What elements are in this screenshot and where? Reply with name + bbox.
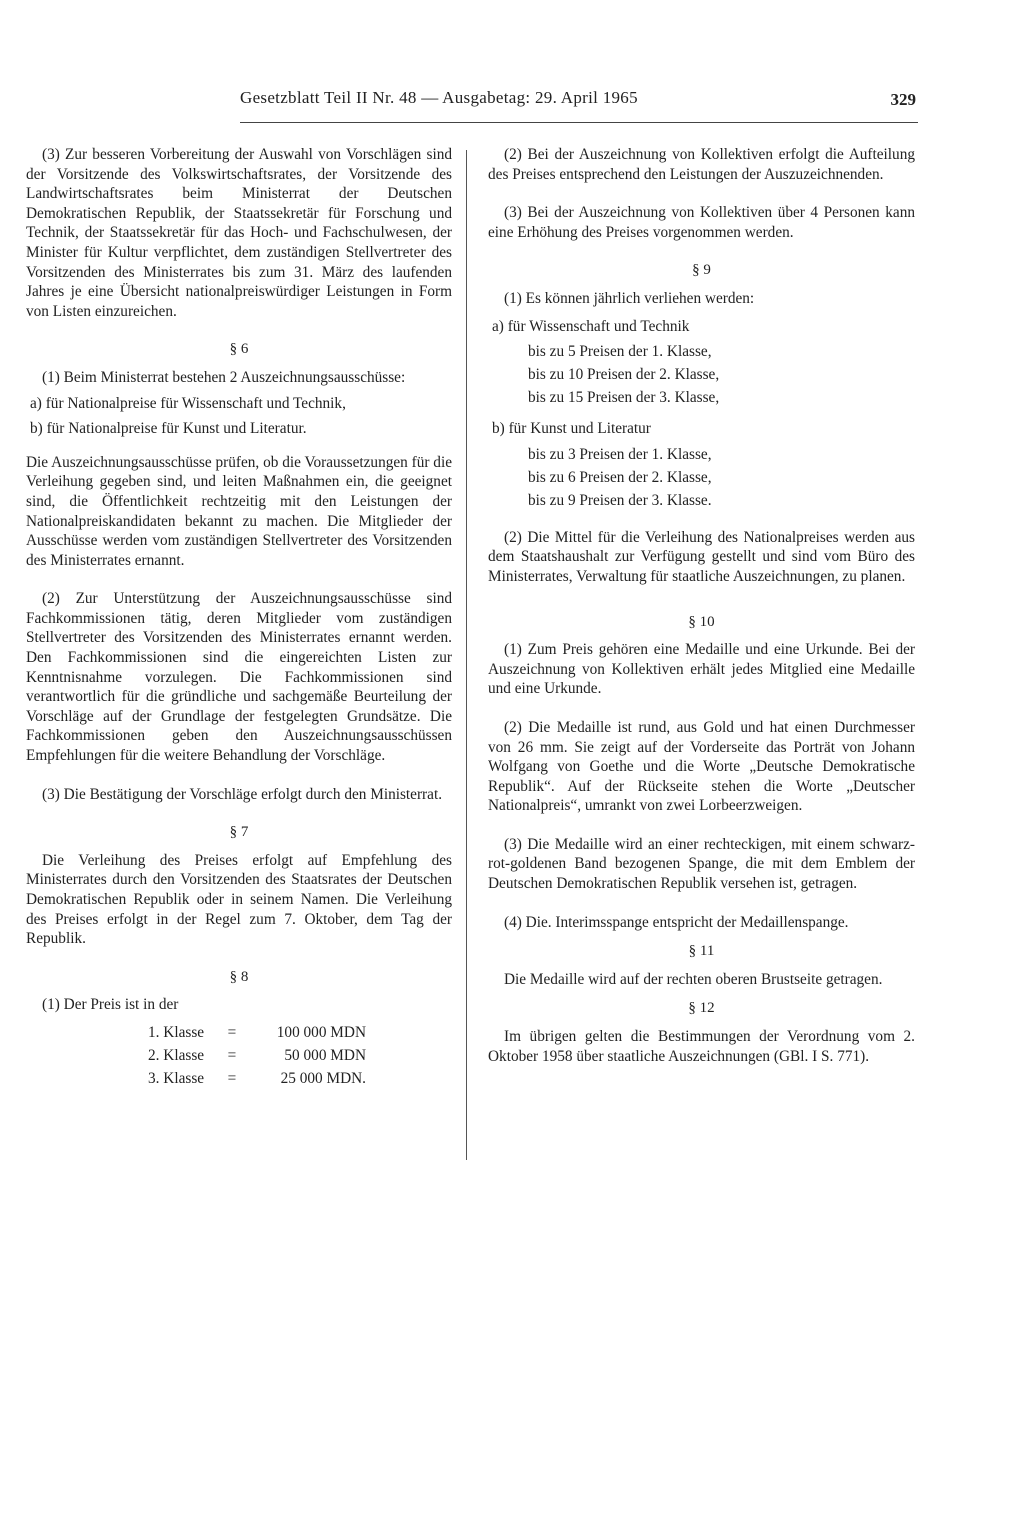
sub-list-item: bis zu 5 Preisen der 1. Klasse,: [528, 343, 712, 361]
paragraph-6-1: (1) Beim Ministerrat bestehen 2 Auszeichnungsausschüsse:: [42, 368, 406, 386]
paragraph-7: Die Verleihung des Preises erfolgt auf Empfehlung des Ministerrates durch den Vorsitzenden des Staatsrates der Deutschen Demokratischen Republik oder in seinem Namen. Die Verleihung des Preises erfolgt in der Regel zum 7. Oktober, dem Tag der Republik.: [26, 851, 452, 948]
sub-list-item: bis zu 9 Preisen der 3. Klasse.: [528, 491, 712, 509]
sub-list-9b: [488, 443, 915, 512]
paragraph-10-2: (2) Die Medaille ist rund, aus Gold und hat einen Durchmesser von 26 mm. Sie zeigt auf der Vorderseite das Porträt von Johann Wolfgang von Goethe und die Worte „Deutsche Demokratische Republik“. Auf der Rückseite stehen die Worte „Deutscher Nationalpreis“, umrankt von zwei Lorbeerzweigen.: [488, 718, 915, 815]
prize-amount: 50 000 MDN: [284, 1046, 366, 1064]
list-item-6a: a) für Nationalpreise für Wissenschaft und Technik,: [30, 394, 346, 412]
paragraph-6-2: (2) Zur Unterstützung der Auszeichnungsausschüsse sind Fachkommissionen tätig, deren Mitglieder vom zuständigen Stellvertreter des Vorsitzenden des Ministerrates ernannt werden. Den Fachkommissionen sind die eingereichten Listen zur Kenntnisnahme vorzulegen. Die Fachkommissionen sind verantwortlich für die gründliche und sachgemäße Beurteilung der Vorschläge auf der Grundlage der festgelegten Grundsätze. Die Fachkommissionen geben den Auszeichnungsausschüssen Empfehlungen für die weitere Behandlung der Vorschläge.: [26, 590, 452, 765]
prize-class: 3. Klasse: [148, 1069, 205, 1087]
sub-list-item: bis zu 3 Preisen der 1. Klasse,: [528, 445, 712, 463]
paragraph-10-1: (1) Zum Preis gehören eine Medaille und eine Urkunde. Bei der Auszeichnung von Kollektiven erhält jedes Mitglied eine Medaille und eine Urkunde.: [488, 641, 915, 698]
list-item-6b: b) für Nationalpreise für Kunst und Literatur.: [30, 420, 307, 438]
right-column: [488, 145, 915, 1085]
section-heading-7: § 7: [229, 824, 249, 841]
sub-list-item: bis zu 15 Preisen der 3. Klasse,: [528, 389, 720, 407]
section-heading-10: § 10: [688, 613, 715, 630]
prize-class: 1. Klasse: [148, 1023, 205, 1041]
prize-amount: 100 000 MDN: [276, 1023, 366, 1041]
paragraph-12: Im übrigen gelten die Bestimmungen der Verordnung vom 2. Oktober 1958 über staatliche Auszeichnungen (GBl. I S. 771).: [488, 1028, 915, 1065]
paragraph-8-3: (3) Bei der Auszeichnung von Kollektiven über 4 Personen kann eine Erhöhung des Preises vorgenommen werden.: [488, 204, 915, 241]
paragraph-6-1-continued: Die Auszeichnungsausschüsse prüfen, ob die Voraussetzungen für die Verleihung gegeben sind, und leiten Maßnahmen ein, die geeignet sind, die Öffentlichkeit rechtzeitig mit den Leistungen der Nationalpreiskandidaten bekannt zu machen. Die Mitglieder der Ausschüsse werden vom zuständigen Stellvertreter des Vorsitzenden des Ministerrates ernannt.: [26, 453, 452, 569]
section-heading-12: § 12: [688, 1000, 715, 1017]
paragraph-3-section5: (3) Zur besseren Vorbereitung der Auswahl von Vorschlägen sind der Vorsitzende des Volkswirtschaftsrates, der Vorsitzende des Landwirtschaftsrates beim Ministerrat der Deutschen Demokratischen Republik, der Staatssekretär für Forschung und Technik, der Staatssekretär für das Hoch- und Fachschulwesen, der Minister für Kultur verpflichtet, dem zuständigen Stellvertreter des Vorsitzenden des Ministerrates bis zum 31. März des laufenden Jahres je eine Übersicht nationalpreiswürdiger Leistungen in Form von Listen einzureichen.: [26, 146, 452, 320]
section-heading-11: § 11: [688, 943, 715, 960]
page-title: Gesetzblatt Teil II Nr. 48 — Ausgabetag: 29. April 1965: [240, 88, 638, 107]
sub-list-9a: [488, 340, 915, 409]
column-divider: [466, 150, 467, 1160]
paragraph-10-3: (3) Die Medaille wird an einer rechteckigen, mit einem schwarz-rot-goldenen Band bezogenen Spange, die mit dem Emblem der Deutschen Demokratischen Republik versehen ist, getragen.: [488, 835, 915, 893]
page-number: 329: [890, 90, 916, 109]
prize-equals: =: [227, 1069, 237, 1087]
page-header: [240, 88, 920, 112]
sub-list-item: bis zu 10 Preisen der 2. Klasse,: [528, 366, 720, 384]
paragraph-9-2: (2) Die Mittel für die Verleihung des Nationalpreises werden aus dem Staatshaushalt zur Verfügung gestellt und sind vom Büro des Ministerrates, Verwaltung für staatliche Auszeichnungen, zu planen.: [488, 528, 915, 585]
prize-row: [26, 1067, 452, 1090]
prize-table: [26, 1021, 452, 1090]
prize-amount: 25 000 MDN.: [280, 1069, 366, 1087]
section-heading-9: § 9: [692, 262, 711, 279]
section-heading-6: § 6: [229, 341, 249, 358]
prize-equals: =: [227, 1046, 237, 1064]
section-heading-8: § 8: [229, 968, 249, 985]
sub-list-item: bis zu 6 Preisen der 2. Klasse,: [528, 468, 712, 486]
paragraph-8-1: (1) Der Preis ist in der: [42, 996, 179, 1014]
left-column: [26, 145, 452, 1090]
paragraph-11: Die Medaille wird auf der rechten oberen Brustseite getragen.: [504, 970, 883, 988]
paragraph-9-1: (1) Es können jährlich verliehen werden:: [504, 289, 755, 307]
paragraph-6-3: (3) Die Bestätigung der Vorschläge erfolgt durch den Ministerrat.: [42, 785, 443, 803]
header-rule: [240, 122, 918, 123]
prize-class: 2. Klasse: [148, 1046, 205, 1064]
prize-row: [26, 1021, 452, 1044]
prize-equals: =: [227, 1023, 237, 1041]
paragraph-8-2: (2) Bei der Auszeichnung von Kollektiven erfolgt die Aufteilung des Preises entsprechend den Leistungen der Auszuzeichnenden.: [488, 146, 915, 183]
prize-row: [26, 1044, 452, 1067]
list-item-9a: a) für Wissenschaft und Technik: [492, 317, 690, 335]
paragraph-10-4: (4) Die. Interimsspange entspricht der Medaillenspange.: [504, 913, 849, 931]
list-item-9b: b) für Kunst und Literatur: [492, 420, 651, 438]
